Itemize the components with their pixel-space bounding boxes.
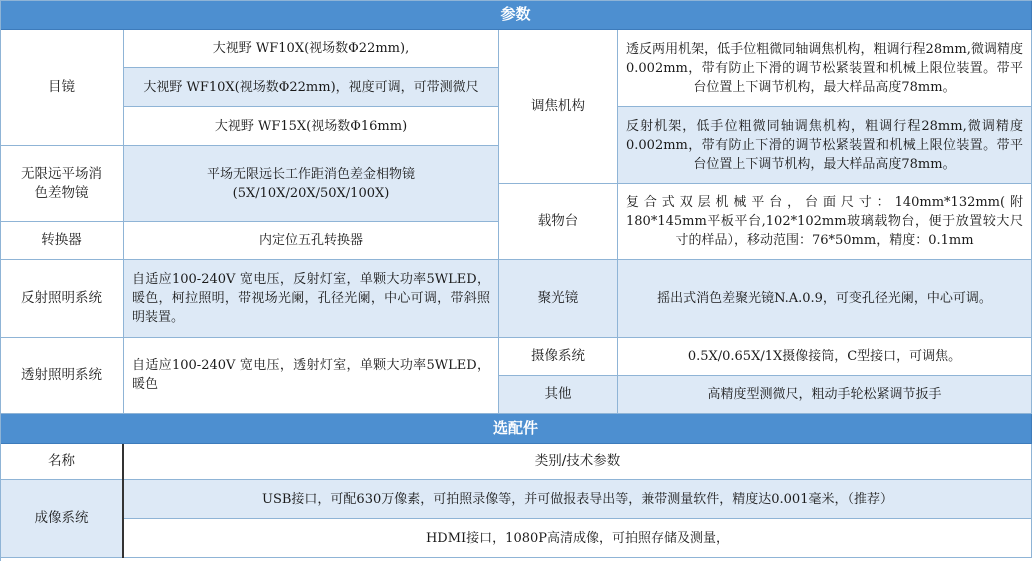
condenser-label: 聚光镜 [499, 260, 618, 338]
eyepiece-option-1: 大视野 WF10X(视场数Φ22mm), [124, 30, 499, 68]
reflect-light-label: 反射照明系统 [0, 260, 124, 338]
condenser-value: 摇出式消色差聚光镜N.A.0.9，可变孔径光阑，中心可调。 [618, 260, 1032, 338]
objective-label [0, 146, 124, 222]
options-name-label: 名称 [0, 444, 124, 480]
imaging-option-hdmi: HDMI接口，1080P高清成像，可拍照存储及测量， [124, 519, 1032, 558]
stage-label: 载物台 [499, 184, 618, 260]
options-header: 选配件 [0, 414, 1032, 444]
other-label: 其他 [499, 376, 618, 414]
objective-value-text: 平场无限远长工作距消色差金相物镜(5X/10X/20X/50X/100X) [206, 166, 415, 201]
converter-label: 转换器 [0, 222, 124, 260]
options-category-label: 类别/技术参数 [124, 444, 1032, 480]
camera-label: 摄像系统 [499, 338, 618, 376]
transmit-light-label: 透射照明系统 [0, 338, 124, 414]
objective-value [124, 146, 499, 222]
focus-option-2: 反射机架，低手位粗微同轴调焦机构，粗调行程28mm,微调精度0.002mm，带有防止下滑的调节松紧装置和机械上限位装置。带平台位置上下调节机构，最大样品高度78mm。 [618, 107, 1032, 184]
camera-value: 0.5X/0.65X/1X摄像接筒，C型接口，可调焦。 [618, 338, 1032, 376]
focus-option-1: 透反两用机架，低手位粗微同轴调焦机构，粗调行程28mm,微调精度0.002mm，带有防止下滑的调节松紧装置和机械上限位装置。带平台位置上下调节机构，最大样品高度78mm。 [618, 30, 1032, 107]
converter-value: 内定位五孔转换器 [124, 222, 499, 260]
eyepiece-label: 目镜 [0, 30, 124, 146]
eyepiece-option-3: 大视野 WF15X(视场数Φ16mm) [124, 107, 499, 146]
imaging-label: 成像系统 [0, 480, 124, 558]
options-divider [122, 444, 124, 558]
stage-value: 复合式双层机械平台，台面尺寸：140mm*132mm(附180*145mm平板平台,102*102mm玻璃载物台，便于放置较大尺寸的样品），移动范围：76*50mm，精度：0.1mm [618, 184, 1032, 260]
spec-header: 参数 [0, 0, 1032, 30]
focus-label: 调焦机构 [499, 30, 618, 184]
objective-label-text: 无限远平场消色差物镜 [21, 165, 102, 201]
imaging-option-usb: USB接口，可配630万像素，可拍照录像等，并可做报表导出等，兼带测量软件，精度达0.001毫米，（推荐） [124, 480, 1032, 519]
transmit-light-value: 自适应100-240V 宽电压，透射灯室，单颗大功率5WLED，暖色 [124, 338, 499, 414]
other-value: 高精度型测微尺，粗动手轮松紧调节扳手 [618, 376, 1032, 414]
reflect-light-value: 自适应100-240V 宽电压，反射灯室，单颗大功率5WLED，暖色，柯拉照明，带视场光阑，孔径光阑，中心可调，带斜照明装置。 [124, 260, 499, 338]
eyepiece-option-2: 大视野 WF10X(视场数Φ22mm)，视度可调，可带测微尺 [124, 68, 499, 107]
